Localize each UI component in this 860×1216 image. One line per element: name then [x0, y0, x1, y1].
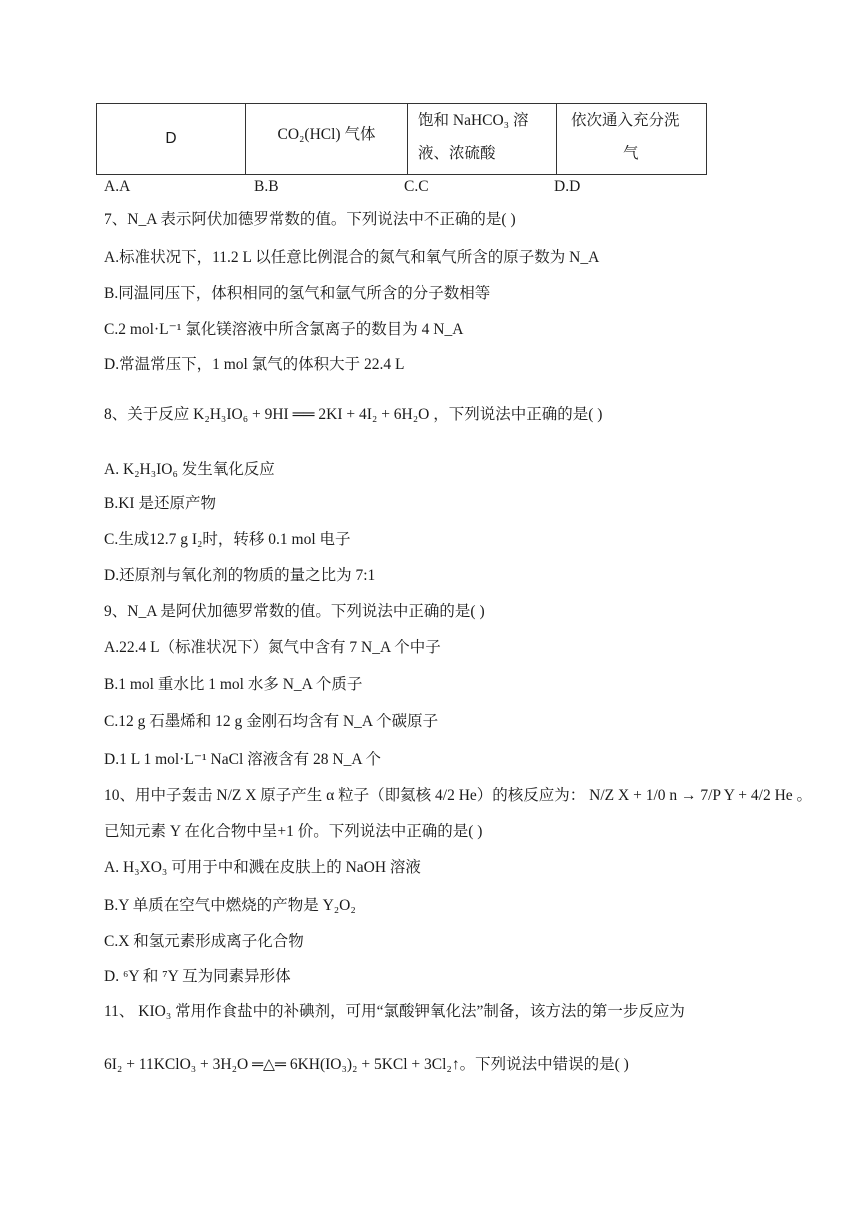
reagent-table: [96, 103, 707, 175]
q7-option-a: A.标准状况下，11.2 L 以任意比例混合的氮气和氧气所含的原子数为 N_A: [104, 249, 600, 266]
q11-equation: 6I₂ + 11KClO₃ + 3H₂O ═△═ 6KH(IO₃)₂ + 5KCl + 3Cl₂↑: [104, 1056, 460, 1073]
q9-option-a: A.22.4 L（标准状况下）氮气中含有 7 N_A 个中子: [104, 639, 441, 656]
table-cell-reagent: 饱和 NaHCO₃ 溶 液、浓硫酸: [408, 104, 557, 175]
q9-stem: 9、N_A 是阿伏加德罗常数的值。下列说法中正确的是( ): [104, 603, 485, 620]
q9-option-c: C.12 g 石墨烯和 12 g 金刚石均含有 N_A 个碳原子: [104, 713, 439, 730]
q10-option-c: C.X 和氢元素形成离子化合物: [104, 933, 304, 950]
q6-option-d: D.D: [554, 178, 581, 195]
q10-option-b: B.Y 单质在空气中燃烧的产物是 Y₂O₂: [104, 897, 356, 914]
q8-equation: K₂H₃IO₆ + 9HI ══ 2KI + 4I₂ + 6H₂O: [193, 406, 430, 423]
q11-stem-line1: 11、 KIO₃ 常用作食盐中的补碘剂，可用“氯酸钾氧化法”制备，该方法的第一步反应为: [104, 1003, 685, 1020]
q8-option-a: A. K₂H₃IO₆ 发生氧化反应: [104, 461, 275, 478]
q10-option-d: D. ⁶Y 和 ⁷Y 互为同素异形体: [104, 968, 291, 985]
q7-stem: 7、N_A 表示阿伏加德罗常数的值。下列说法中不正确的是( ): [104, 211, 516, 228]
table-cell-gas: [246, 104, 408, 175]
q10-stem-line1: 10、用中子轰击 N/Z X 原子产生 α 粒子（即氦核 4/2 He）的核反应为： N/Z X + 1/0 n → 7/P Y + 4/2 He 。: [104, 787, 813, 804]
q9-option-b: B.1 mol 重水比 1 mol 水多 N_A 个质子: [104, 676, 363, 693]
q6-option-c: C.C: [404, 178, 429, 195]
q6-option-b: B.B: [254, 178, 279, 195]
q7-option-c: C.2 mol·L⁻¹ 氯化镁溶液中所含氯离子的数目为 4 N_A: [104, 321, 464, 338]
gas-text: CO₂(HCl) 气体: [277, 126, 376, 143]
q10-option-a: A. H₃XO₃ 可用于中和溅在皮肤上的 NaOH 溶液: [104, 859, 421, 876]
q7-option-d: D.常温常压下，1 mol 氯气的体积大于 22.4 L: [104, 356, 405, 373]
table-cell-label: D: [97, 104, 246, 175]
q8-stem: 8、关于反应 K₂H₃IO₆ + 9HI ══ 2KI + 4I₂ + 6H₂O ，下列说法中正确的是( ): [104, 406, 603, 423]
q8-option-b: B.KI 是还原产物: [104, 495, 216, 512]
q8-option-d: D.还原剂与氧化剂的物质的量之比为 7:1: [104, 567, 376, 584]
table-row: [97, 104, 707, 175]
q7-option-b: B.同温同压下，体积相同的氢气和氩气所含的分子数相等: [104, 285, 491, 302]
q8-option-c: C.生成12.7 g I₂时，转移 0.1 mol 电子: [104, 531, 351, 548]
q11-stem-line2: 6I₂ + 11KClO₃ + 3H₂O ═△═ 6KH(IO₃)₂ + 5KCl + 3Cl₂↑。下列说法中错误的是( ): [104, 1056, 629, 1073]
q6-option-a: A.A: [104, 178, 131, 195]
table-cell-method: 依次通入充分洗 气: [557, 104, 707, 175]
q9-option-d: D.1 L 1 mol·L⁻¹ NaCl 溶液含有 28 N_A 个: [104, 751, 382, 768]
q10-stem-line2: 已知元素 Y 在化合物中呈+1 价。下列说法中正确的是( ): [104, 823, 483, 840]
